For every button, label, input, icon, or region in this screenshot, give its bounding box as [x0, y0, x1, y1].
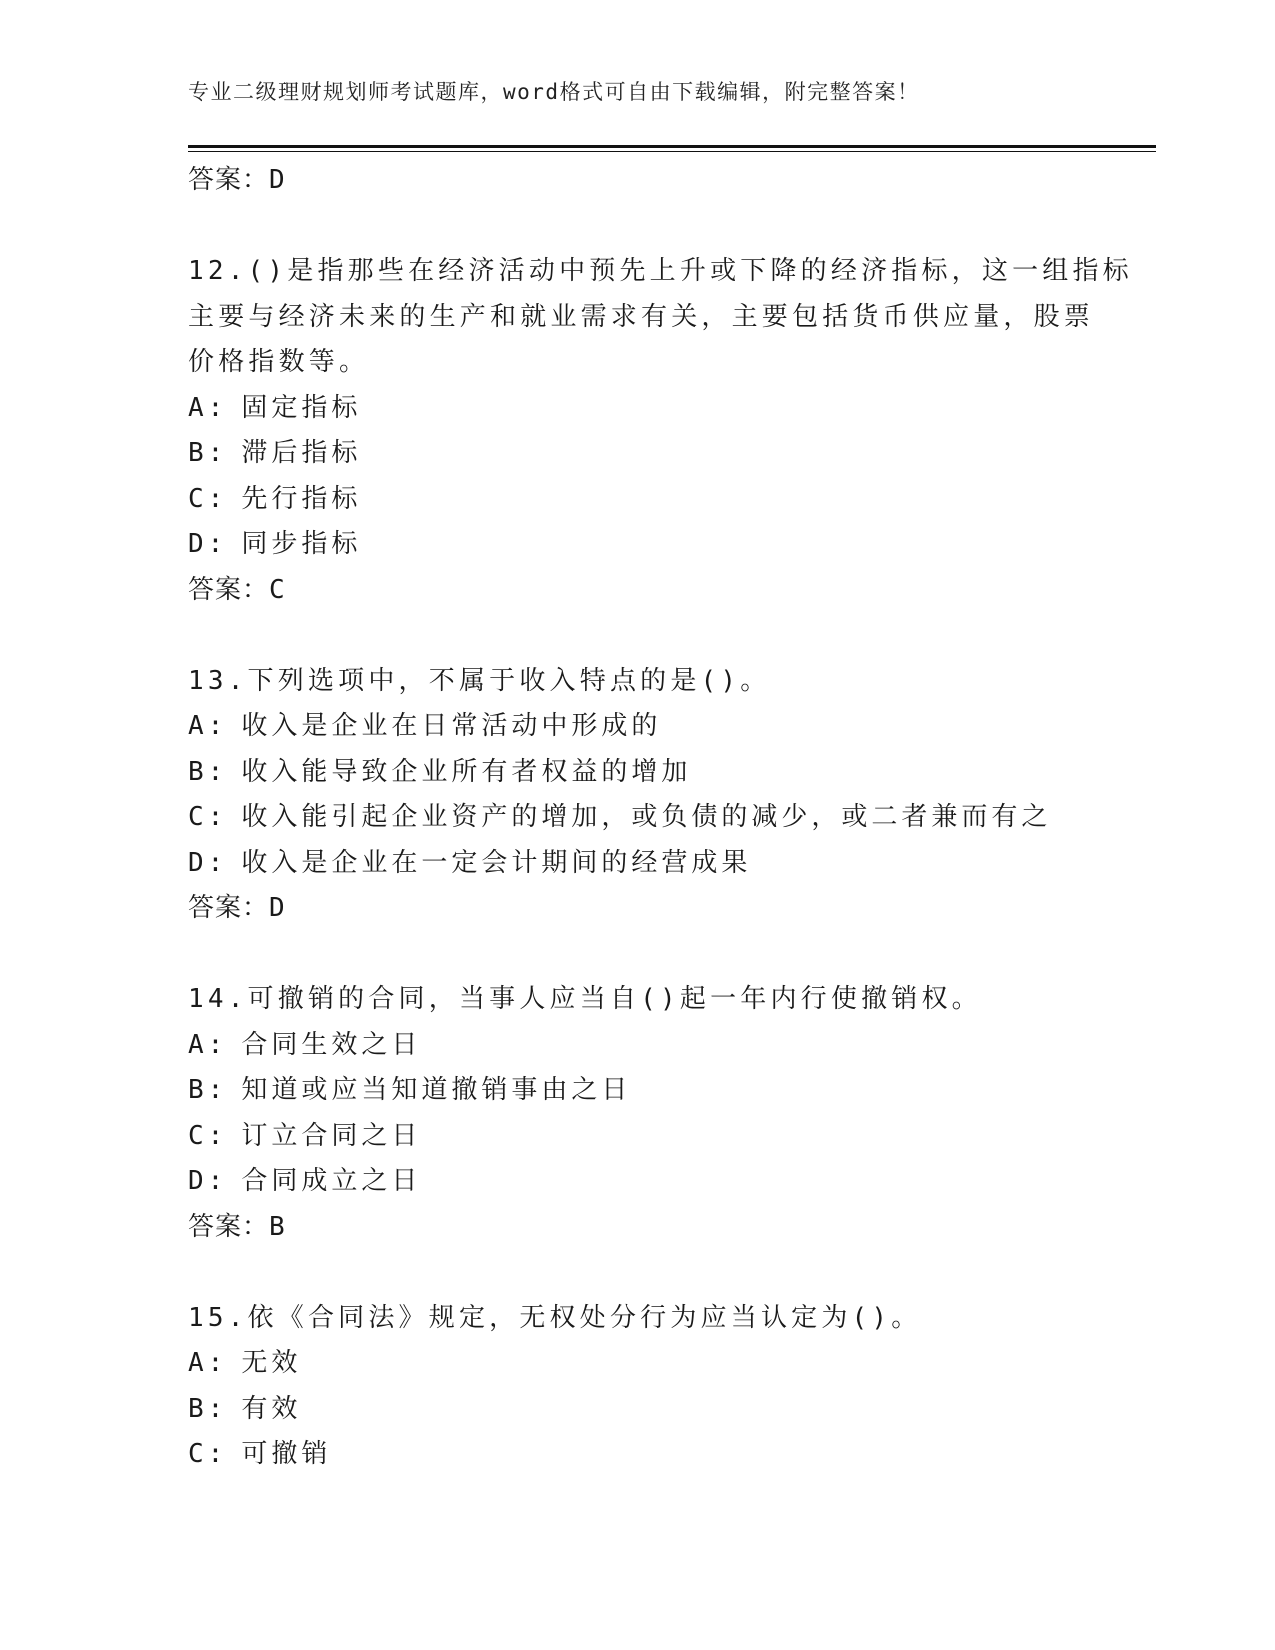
option-c: [188, 1114, 1088, 1160]
option-b: [188, 1387, 1088, 1433]
answer-label: 答案：: [188, 574, 270, 605]
option-text: 收入能引起企业资产的增加，或负债的减少，或二者兼而有之: [241, 802, 1052, 832]
option-a: [188, 1023, 1088, 1069]
option-a: [188, 1341, 1088, 1387]
option-d: [188, 522, 1088, 568]
option-text: 无效: [241, 1348, 302, 1378]
option-c: [188, 477, 1088, 523]
option-letter: A:: [188, 1029, 228, 1060]
option-letter: B:: [188, 1075, 228, 1105]
option-b: [188, 1068, 1088, 1114]
answer-line: [188, 158, 1088, 204]
option-d: [188, 1159, 1088, 1205]
option-letter: C:: [188, 802, 228, 832]
header-rule-thick: [188, 145, 1156, 148]
option-d: [188, 841, 1088, 887]
option-letter: B:: [188, 438, 228, 468]
option-letter: D:: [188, 529, 228, 559]
option-text: 可撤销: [241, 1439, 332, 1469]
answer-value: C: [269, 574, 286, 605]
question-14: [188, 977, 1088, 1250]
option-a: [188, 704, 1088, 750]
option-text: 收入是企业在日常活动中形成的: [241, 711, 662, 741]
option-text: 订立合同之日: [241, 1120, 422, 1151]
option-text: 固定指标: [241, 392, 362, 423]
question-list: [188, 158, 1133, 1478]
answer-value: D: [269, 165, 286, 195]
option-text: 知道或应当知道撤销事由之日: [241, 1075, 632, 1105]
option-text: 滞后指标: [241, 438, 362, 468]
question-12: [188, 249, 1133, 613]
question-13: [188, 659, 1088, 932]
option-letter: B:: [188, 756, 228, 787]
header-rule-thin: [188, 151, 1156, 152]
question-stem-line: 14.可撤销的合同，当事人应当自()起一年内行使撤销权。: [188, 984, 982, 1014]
answer-label: 答案：: [188, 1211, 270, 1242]
option-text: 同步指标: [241, 529, 362, 559]
option-text: 合同生效之日: [241, 1029, 422, 1060]
option-text: 有效: [241, 1393, 302, 1424]
answer-label: 答案：: [188, 893, 270, 923]
answer-label: 答案：: [188, 165, 270, 195]
question-15: [188, 1296, 1088, 1478]
option-text: 先行指标: [241, 483, 362, 514]
option-c: [188, 1432, 1088, 1478]
option-letter: B:: [188, 1393, 228, 1424]
option-letter: C:: [188, 483, 228, 514]
option-a: [188, 386, 1088, 432]
answer-value: D: [269, 893, 286, 923]
option-letter: A:: [188, 711, 228, 741]
option-text: 收入能导致企业所有者权益的增加: [241, 756, 692, 787]
option-text: 收入是企业在一定会计期间的经营成果: [241, 847, 752, 878]
question-stem-line: 15.依《合同法》规定，无权处分行为应当认定为()。: [188, 1302, 922, 1333]
answer-line: [188, 568, 1088, 614]
option-b: [188, 431, 1088, 477]
answer-line: [188, 1205, 1088, 1251]
option-text: 合同成立之日: [241, 1166, 422, 1196]
option-letter: A:: [188, 1348, 228, 1378]
option-c: [188, 795, 1088, 841]
question-stem-line: 13.下列选项中，不属于收入特点的是()。: [188, 665, 771, 696]
option-letter: C:: [188, 1120, 228, 1151]
page-header: 专业二级理财规划师考试题库，word格式可自由下载编辑，附完整答案！: [188, 80, 920, 104]
option-letter: C:: [188, 1439, 228, 1469]
question-stem-line: 主要与经济未来的生产和就业需求有关，主要包括货币供应量，股票: [188, 301, 1095, 332]
option-letter: D:: [188, 1166, 228, 1196]
answer-value: B: [269, 1211, 286, 1242]
option-b: [188, 750, 1088, 796]
option-letter: D:: [188, 847, 228, 878]
answer-line: [188, 886, 1088, 932]
option-letter: A:: [188, 392, 228, 423]
question-stem-line: 12.()是指那些在经济活动中预先上升或下降的经济指标，这一组指标: [188, 256, 1133, 286]
question-stem-line: 价格指数等。: [188, 347, 370, 377]
